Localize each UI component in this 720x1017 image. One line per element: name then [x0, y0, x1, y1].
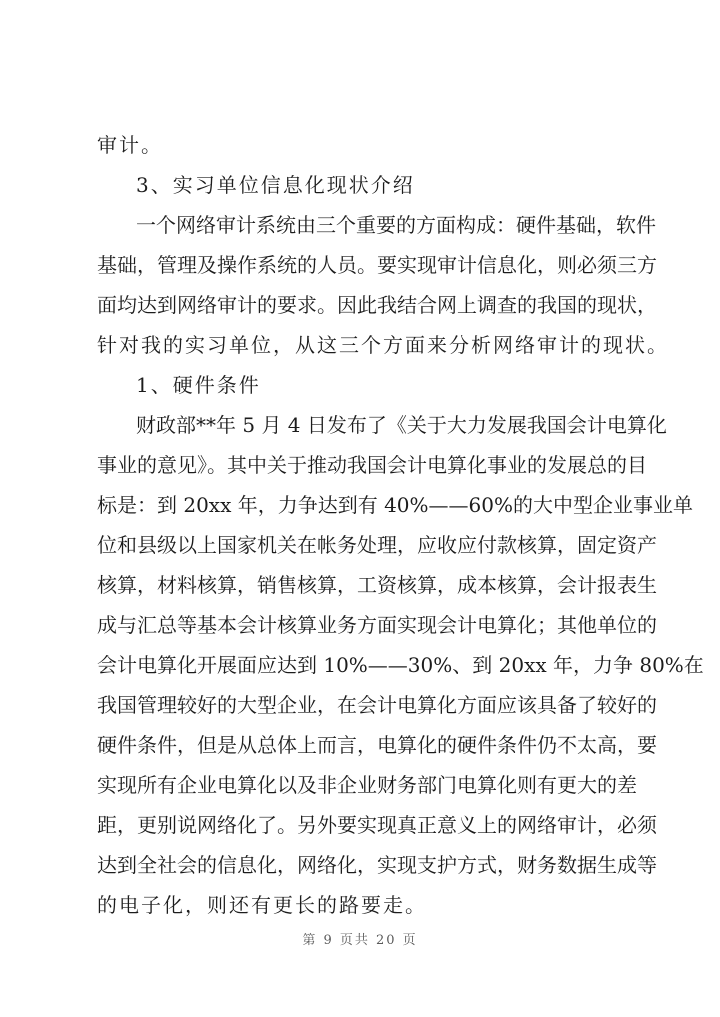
text-line-18: 距，更别说网络化了。另外要实现真正意义上的网络审计，必须 — [97, 813, 657, 837]
text-line-3: 一个网络审计系统由三个重要的方面构成：硬件基础，软件 — [136, 213, 656, 237]
text-line-16: 硬件条件，但是从总体上而言，电算化的硬件条件仍不太高，要 — [97, 733, 657, 757]
text-line-20: 的电子化，则还有更长的路要走。 — [97, 893, 427, 917]
text-line-4: 基础，管理及操作系统的人员。要实现审计信息化，则必须三方 — [97, 253, 657, 277]
text-line-12: 核算，材料核算，销售核算，工资核算，成本核算，会计报表生 — [97, 573, 657, 597]
text-line-8: 财政部**年 5 月 4 日发布了《关于大力发展我国会计电算化 — [136, 413, 667, 437]
section-heading-3: 3、实习单位信息化现状介绍 — [136, 173, 415, 197]
text-line-13: 成与汇总等基本会计核算业务方面实现会计电算化；其他单位的 — [97, 613, 657, 637]
text-line-6: 针对我的实习单位，从这三个方面来分析网络审计的现状。 — [97, 333, 669, 357]
text-line-11: 位和县级以上国家机关在帐务处理，应收应付款核算，固定资产 — [97, 533, 657, 557]
text-line-19: 达到全社会的信息化，网络化，实现支护方式，财务数据生成等 — [97, 853, 657, 877]
text-line-9: 事业的意见》。其中关于推动我国会计电算化事业的发展总的目 — [97, 453, 647, 477]
page-number-footer: 第 9 页共 20 页 — [302, 933, 418, 948]
text-line-5: 面均达到网络审计的要求。因此我结合网上调查的我国的现状， — [97, 293, 657, 317]
text-line-10: 标是：到 20xx 年，力争达到有 40%——60%的大中型企业事业单 — [97, 493, 693, 517]
text-line-15: 我国管理较好的大型企业，在会计电算化方面应该具备了较好的 — [97, 693, 657, 717]
section-heading-1: 1、硬件条件 — [136, 373, 261, 397]
text-line-17: 实现所有企业电算化以及非企业财务部门电算化则有更大的差 — [97, 773, 637, 797]
text-line-1: 审计。 — [97, 133, 163, 157]
text-line-14: 会计电算化开展面应达到 10%——30%、到 20xx 年，力争 80%在 — [97, 653, 704, 677]
